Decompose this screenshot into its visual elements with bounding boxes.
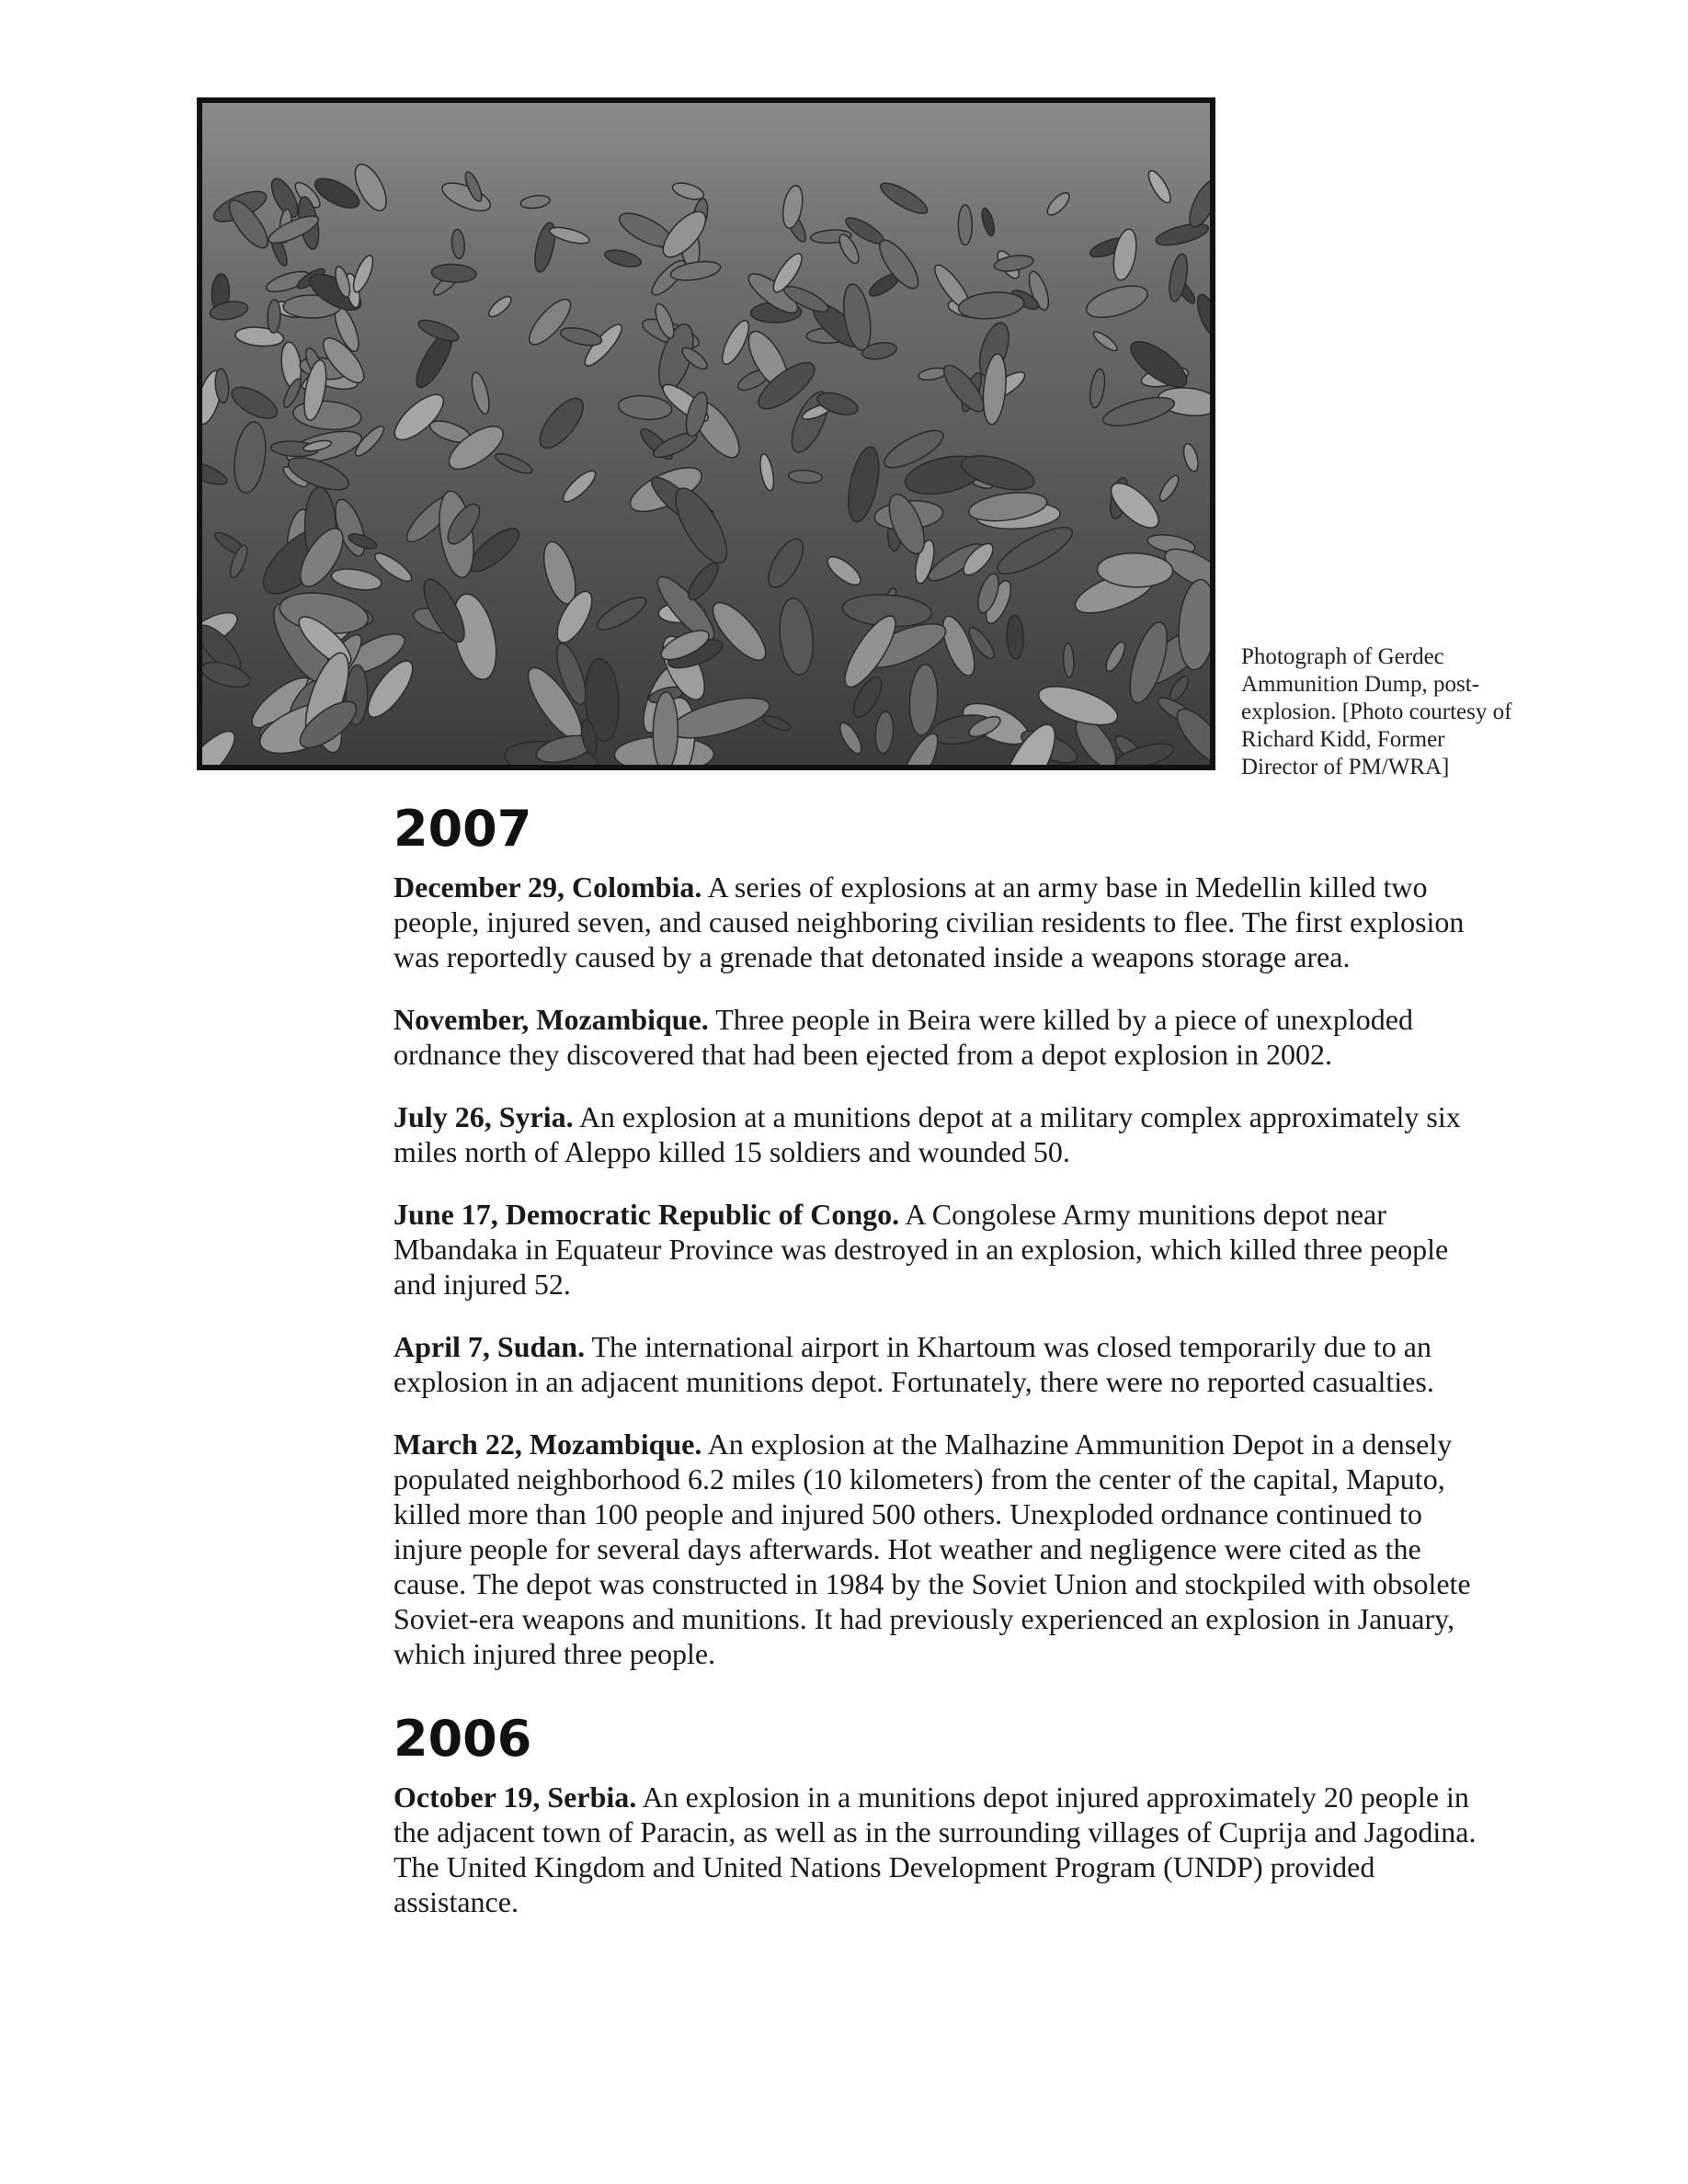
incident-date-location: November, Mozambique. <box>393 1003 709 1036</box>
incident-date-location: June 17, Democratic Republic of Congo. <box>393 1198 900 1231</box>
photo-texture-shape <box>958 205 972 245</box>
incident-timeline <box>393 802 1478 1947</box>
incident-entry <box>393 1002 1478 1072</box>
photo-caption: Photograph of Gerdec Ammunition Dump, post-explosion. [Photo courtesy of Richard Kidd, Former Director of PM/WRA] <box>1241 644 1512 779</box>
incident-entry <box>393 870 1478 974</box>
photo-image <box>202 103 1210 765</box>
incident-description: An explosion in a munitions depot injured approximately 20 people in the adjacent town of Paracin, as well as in the surrounding villages of Cuprija and Jagodina. The United Kingdom and United Nations Development Program (UNDP) provided assistance. <box>393 1780 1477 1918</box>
incident-entry <box>393 1427 1478 1671</box>
incident-description: An explosion at the Malhazine Ammunition Depot in a densely populated neighborhood 6.2 miles (10 kilometers) from the center of the capital, Maputo, killed more than 100 people and injured 500 others. Unexploded ordnance continued to injure people for several days afterwards. Hot weather and negligence were cited as the cause. The depot was constructed in 1984 by the Soviet Union and stockpiled with obsolete Soviet-era weapons and munitions. It had previously experienced an explosion in January, which injured three people. <box>393 1428 1471 1670</box>
incident-date-location: October 19, Serbia. <box>393 1780 637 1814</box>
incident-date-location: December 29, Colombia. <box>393 870 702 904</box>
incident-description: An explosion at a munitions depot at a military complex approximately six miles north of Aleppo killed 15 soldiers and wounded 50. <box>393 1100 1461 1168</box>
incident-description: The international airport in Khartoum was closed temporarily due to an explosion in an adjacent munitions depot. Fortunately, there were no reported casualties. <box>393 1330 1434 1398</box>
incident-entry <box>393 1197 1478 1302</box>
incident-date-location: April 7, Sudan. <box>393 1330 586 1363</box>
incident-description: A Congolese Army munitions depot near Mbandaka in Equateur Province was destroyed in an explosion, which killed three people and injured 52. <box>393 1198 1449 1301</box>
photo-gerdec-ammunition-dump <box>197 97 1215 770</box>
incident-date-location: July 26, Syria. <box>393 1100 574 1133</box>
year-heading-2007: 2007 <box>393 800 532 858</box>
year-heading-2006: 2006 <box>393 1710 532 1768</box>
incident-description: A series of explosions at an army base in Medellin killed two people, injured seven, and caused neighboring civilian residents to flee. The first explosion was reportedly caused by a grenade that detonated inside a weapons storage area. <box>393 870 1465 973</box>
incident-entry <box>393 1329 1478 1399</box>
incident-entry <box>393 1099 1478 1169</box>
incident-entry <box>393 1780 1478 1919</box>
incident-description: Three people in Beira were killed by a piece of unexploded ordnance they discovered that had been ejected from a depot explosion in 2002. <box>393 1003 1413 1071</box>
incident-date-location: March 22, Mozambique. <box>393 1428 702 1461</box>
